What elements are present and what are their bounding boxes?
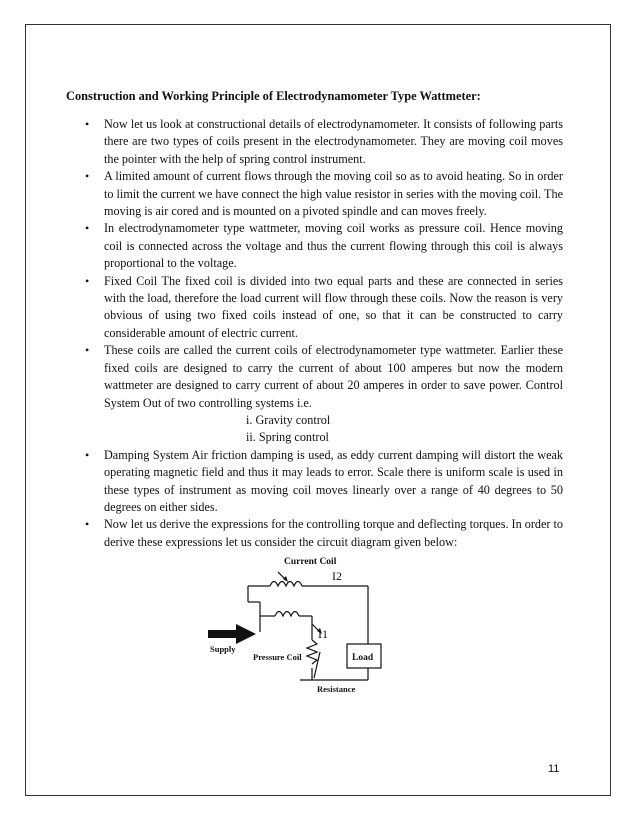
i1-label: I1 xyxy=(318,627,328,641)
wattmeter-circuit-diagram xyxy=(160,544,390,704)
bullet-item xyxy=(104,447,563,517)
bullet-item xyxy=(104,116,563,168)
current-coil-label: Current Coil xyxy=(284,557,337,567)
i2-label: I2 xyxy=(332,569,342,583)
bullet-item xyxy=(104,168,563,220)
bullet-item xyxy=(104,342,563,446)
bullet-text: Now let us derive the expressions for the controlling torque and deflecting torques. In order to derive these expressions let us consider the circuit diagram given below: xyxy=(104,517,563,549)
section-heading: Construction and Working Principle of Electrodynamometer Type Wattmeter: xyxy=(66,89,481,103)
bullet-list xyxy=(104,116,563,551)
bullet-item xyxy=(104,273,563,343)
bullet-text: Damping System Air friction damping is used, as eddy current damping will distort the weak operating magnetic field and thus it may leads to error. Scale there is uniform scale is used in these types of instrument as moving coil moves linearly over a range of 40 degrees to 50 degrees on either sides. xyxy=(104,447,563,514)
load-label: Load xyxy=(352,653,374,663)
sublist-item: i. Gravity control xyxy=(246,412,331,427)
supply-arrow xyxy=(208,624,256,644)
bullet-text: Fixed Coil The fixed coil is divided into two equal parts and these are connected in series with the load, therefore the load current will flow through these coils. Now the reason is very obvious of using two fixed coils instead of one, so that it can be constructed to carry considerable amount of electric current. xyxy=(104,273,563,340)
supply-label: Supply xyxy=(210,644,236,654)
sublist-item: ii. Spring control xyxy=(246,430,329,445)
bullet-item xyxy=(104,220,563,272)
bullet-text: Now let us look at constructional details of electrodynamometer. It consists of following parts there are two types of coils present in the electrodynamometer. They are moving coil moves the pointer with the help of spring control instrument. xyxy=(104,117,563,166)
bullet-text: These coils are called the current coils of electrodynamometer type wattmeter. Earlier these fixed coils are designed to carry the current of about 100 amperes but now the modern wattmeter are designed to carry current of about 20 amperes in order to save power. Control System Out of two controlling systems i.e. xyxy=(104,343,563,410)
pressure-coil-label: Pressure Coil xyxy=(253,652,302,662)
bullet-text: In electrodynamometer type wattmeter, moving coil works as pressure coil. Hence moving coil is connected across the voltage and thus the current flowing through this coil is always proportional to the voltage. xyxy=(104,221,563,271)
bullet-text: A limited amount of current flows through the moving coil so as to avoid heating. So in order to limit the current we have connect the high value resistor in series with the moving coil. The moving is air cored and is mounted on a pivoted spindle and can moves freely. xyxy=(104,169,563,219)
resistance-label: Resistance xyxy=(317,684,356,694)
page-number: 11 xyxy=(548,763,560,775)
control-sublist xyxy=(104,412,563,447)
